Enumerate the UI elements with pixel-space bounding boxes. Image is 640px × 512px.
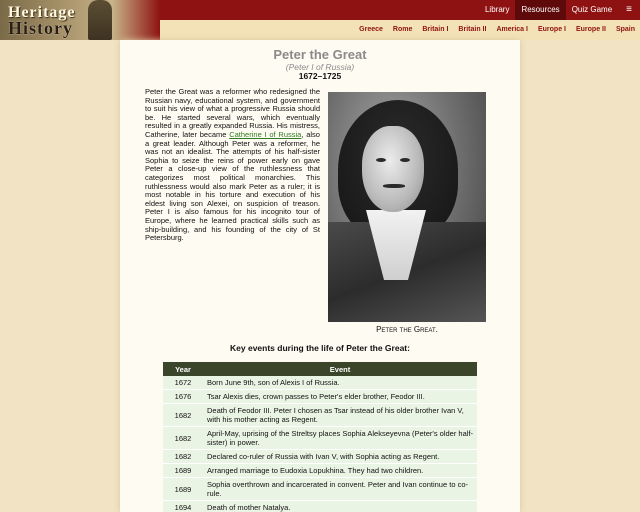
table-row [163, 464, 477, 478]
table-row [163, 390, 477, 404]
subnav-america-i[interactable]: America I [496, 26, 528, 33]
portrait-image [328, 92, 486, 322]
subnav-britain-i[interactable]: Britain I [422, 26, 449, 33]
events-title: Key events during the life of Peter the Great: [230, 343, 410, 353]
row-event: April-May, uprising of the Streltsy places Sophia Alekseyevna (Peter's older half-sister) in power. [203, 427, 477, 450]
nav-quiz-game[interactable]: Quiz Game [571, 5, 613, 14]
subnav-britain-ii[interactable]: Britain II [458, 26, 487, 33]
biography-text [145, 88, 320, 243]
page-subtitle: (Peter I of Russia) [285, 62, 355, 72]
row-event: Death of Feodor III. Peter I chosen as Tsar instead of his older brother Ivan V, with his mother acting as Regent. [203, 404, 477, 427]
bio-part2: , also a great leader. Although Peter was a reformer, he was not an idealist. The attempts of his half-sister Sophia to seize the reins of power early on gave Peter a close-up view of the ruthlessness that categorizes most political monarchies. This ruthlessness would also mark Peter as a ruler; it is most notable in his torture and execution of his eldest living son Alexei, on suspicion of treason. Peter I is also famous for his incognito tour of Europe, where he learned practical skills such as ship-building, and his founding of the city of St Petersburg. [145, 129, 320, 243]
row-event: Death of mother Natalya. [203, 501, 477, 512]
table-header-row [163, 362, 477, 376]
row-year: 1682 [163, 427, 203, 450]
row-year: 1672 [163, 376, 203, 390]
subnav-rome[interactable]: Rome [392, 26, 413, 33]
statue-icon [88, 0, 112, 40]
row-event: Tsar Alexis dies, crown passes to Peter's elder brother, Feodor III. [203, 390, 477, 404]
row-event: Born June 9th, son of Alexis I of Russia. [203, 376, 477, 390]
row-event: Declared co-ruler of Russia with Ivan V, with Sophia acting as Regent. [203, 450, 477, 464]
nav-library[interactable]: Library [484, 5, 510, 14]
table-row [163, 450, 477, 464]
subnav-europe-ii[interactable]: Europe II [575, 26, 606, 33]
site-header [0, 0, 640, 40]
page-title: Peter the Great [273, 47, 367, 62]
row-year: 1689 [163, 478, 203, 501]
year-header: Year [163, 362, 203, 376]
row-year: 1682 [163, 450, 203, 464]
table-row [163, 478, 477, 501]
page-dates: 1672–1725 [298, 71, 342, 81]
subnav-greece[interactable]: Greece [359, 26, 383, 33]
subnav-europe-i[interactable]: Europe I [537, 26, 566, 33]
row-year: 1689 [163, 464, 203, 478]
logo-line1: Heritage [8, 4, 76, 21]
row-year: 1676 [163, 390, 203, 404]
top-nav [479, 0, 640, 20]
event-header: Event [203, 362, 477, 376]
nav-resources[interactable]: Resources [515, 0, 565, 20]
row-year: 1682 [163, 404, 203, 427]
main-content [120, 40, 520, 512]
events-table [163, 362, 477, 512]
site-logo[interactable] [0, 0, 160, 40]
table-row [163, 376, 477, 390]
row-event: Sophia overthrown and incarcerated in convent. Peter and Ivan continue to co-rule. [203, 478, 477, 501]
logo-line2: History [8, 18, 73, 38]
portrait-caption: Peter the Great. [376, 325, 438, 334]
hamburger-menu-icon[interactable]: ≡ [626, 4, 632, 15]
sub-nav [354, 20, 640, 40]
table-row [163, 404, 477, 427]
row-year: 1694 [163, 501, 203, 512]
row-event: Arranged marriage to Eudoxia Lopukhina. They had two children. [203, 464, 477, 478]
table-row [163, 427, 477, 450]
subnav-spain[interactable]: Spain [615, 26, 635, 33]
table-row [163, 501, 477, 512]
catherine-link[interactable]: Catherine I of Russia [229, 129, 302, 139]
bio-part1: Peter the Great was a reformer who redesigned the Russian navy, educational system, and government to suit his view of what a progressive Russia should be. He started several wars, which eventually resulted in a greatly expanded Russia. His mistress, Catherine, later became [145, 87, 320, 139]
